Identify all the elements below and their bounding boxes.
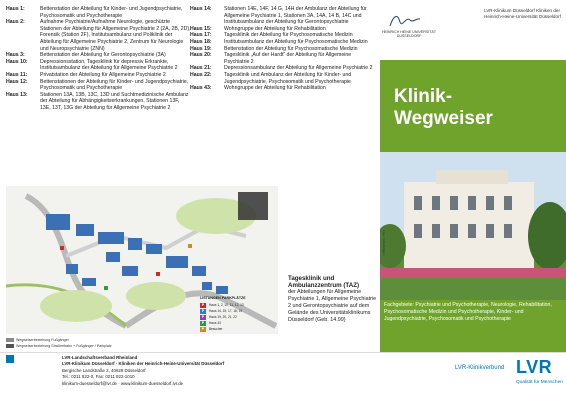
lvr-clinic-name: LVR-Klinikum Düsseldorf Kliniken der Heinrich-Heine-Universität Düsseldorf bbox=[484, 8, 561, 19]
legend-label: Wegweiserbeziehung Straßenbahn + Fußgänger / Parkplatz bbox=[16, 344, 112, 348]
parking-title: LISTUNGEN PARKPLÄTZE bbox=[200, 296, 246, 300]
house-row bbox=[190, 26, 376, 33]
contact-phone: Tel.: 0211 922-0, Fax: 0211 922-1010 bbox=[62, 374, 135, 380]
lvr-square-icon bbox=[6, 355, 14, 363]
parking-row bbox=[200, 326, 284, 332]
photo-credit: Foto: LVR-Klinikum bbox=[382, 230, 386, 256]
house-description: Aufnahme Psychiatrie/Aufnahme Neurologie, geschützte Stationen der Abteilung für Allgemeine Psychiatrie 2 (2A, 2B, 2D), Forensik (Station 2F), Institutsambulanz und Poliklinik der Abteilung für Allgemeine Psychiatrie 2, Zentrum für Neurologie und Neuropsychiatrie (ZNN) bbox=[40, 19, 191, 52]
contact-web[interactable]: klinikum-duesseldorf@lvr.de · www.klinikum-duesseldorf.lvr.de bbox=[62, 380, 184, 386]
house-number: Haus 19: bbox=[190, 45, 212, 52]
house-number: Haus 43: bbox=[190, 85, 212, 92]
house-description: Bettenstationen der Abteilung für Kinder- und Jugendpsychiatrie, Psychosomatik und Psychotherapie bbox=[40, 78, 189, 92]
fachgebiete-text: Fachgebiete: Psychiatrie und Psychotherapie, Neurologie, Rehabilitation, Psychosomatische Medizin und Psychotherapie, Kinder- und Jugendpsychiatrie, Psychosomatik und Psychotherapie bbox=[384, 302, 552, 322]
house-number: Haus 14: bbox=[190, 6, 212, 12]
parking-text: Haus 19, 20, 21, 22 bbox=[209, 315, 237, 319]
house-row bbox=[6, 52, 191, 59]
house-number: Haus 15: bbox=[190, 25, 212, 32]
house-number: Haus 2: bbox=[6, 19, 25, 26]
house-row bbox=[190, 32, 376, 39]
parking-text: Haus 1, 2, 10, 11, 12, 13 bbox=[209, 303, 244, 307]
map-legend bbox=[6, 336, 378, 350]
parking-icon: P bbox=[201, 309, 205, 313]
house-description: Privatstation der Abteilung für Allgemeine Psychiatrie 2 bbox=[40, 71, 166, 78]
house-row bbox=[6, 72, 191, 79]
right-panel bbox=[380, 0, 566, 352]
house-number: Haus 12: bbox=[6, 78, 28, 85]
taz-info bbox=[288, 275, 378, 323]
house-description: Institutsambulanz der Abteilung für Psychosomatische Medizin bbox=[224, 38, 368, 45]
parking-icon: P bbox=[201, 303, 205, 307]
contact-line1: LVR-Landschaftsverband Rheinland bbox=[62, 355, 138, 360]
house-number: Haus 1: bbox=[6, 6, 25, 12]
house-description: Tagesklinik der Abteilung für Psychosomatische Medizin bbox=[224, 32, 353, 39]
house-row bbox=[6, 6, 191, 19]
house-description: Wohngruppe der Abteilung für Rehabilitation bbox=[224, 85, 326, 92]
contact-address: Bergische Landstraße 2, 40629 Düsseldorf bbox=[62, 367, 146, 373]
lvr-tagline: Qualität für Menschen bbox=[516, 380, 563, 385]
footer bbox=[0, 352, 566, 401]
house-row bbox=[190, 72, 376, 85]
brand-bar bbox=[380, 0, 566, 60]
contact-line2: LVR-Klinikum Düsseldorf · Kliniken der Heinrich-Heine-Universität Düsseldorf bbox=[62, 361, 225, 367]
cover-title-line2: Wegweiser bbox=[394, 108, 493, 129]
house-description: Bettenstation der Abteilung für Kinder- und Jugendpsychiatrie, Psychosomatik und Psychotherapie bbox=[40, 6, 183, 19]
house-number: Haus 20: bbox=[190, 52, 212, 59]
house-list-right bbox=[190, 6, 376, 92]
house-row bbox=[190, 6, 376, 26]
parking-icon: P bbox=[201, 315, 205, 319]
taz-title: Tagesklinik und Ambulanzzentrum (TAZ) bbox=[288, 275, 360, 290]
house-description: Depressionsstation, Tagesklinik für depressiv Erkrankte, Institutsambulanz der Abteilung für Allgemeine Psychiatrie 2 bbox=[40, 58, 178, 72]
lvr-verbund-label: LVR-Klinikverbund bbox=[455, 365, 505, 371]
hhu-logo-text: HEINRICH HEINE UNIVERSITÄT DÜSSELDORF bbox=[381, 30, 437, 38]
house-number: Haus 21: bbox=[190, 65, 212, 72]
house-number: Haus 11: bbox=[6, 71, 28, 78]
legend-label: Wegweiserbeziehung Fußgänger bbox=[16, 338, 69, 342]
house-number: Haus 13: bbox=[6, 91, 28, 98]
parking-text: Haus 14, 15, 17, 18, 19 bbox=[209, 309, 243, 313]
taz-text: der Abteilungen für Allgemeine Psychiatrie 1, Allgemeine Psychiatrie 2 und Gerontopsychiatrie auf dem Gelände des Universitätsklinikums Düsseldorf (Geb. 14.99) bbox=[288, 289, 377, 323]
house-description: Tagesklinik und Ambulanz der Abteilung für Kinder- und Jugendpsychiatrie, Psychosomatik und Psychotherapie bbox=[224, 71, 352, 85]
house-description: Bettenstation der Abteilung für Psychosomatische Medizin bbox=[224, 45, 358, 52]
house-description: Tagesklinik „Auf der Hardt“ der Abteilung für Allgemeine Psychiatrie 2 bbox=[224, 52, 352, 65]
house-row bbox=[190, 39, 376, 46]
house-row bbox=[6, 59, 191, 72]
parking-icon: P bbox=[201, 327, 205, 331]
house-list-left bbox=[6, 6, 191, 112]
signature-logo bbox=[388, 12, 422, 30]
legend-swatch bbox=[6, 344, 14, 348]
house-row bbox=[190, 52, 376, 65]
cover-title bbox=[394, 86, 493, 130]
house-description: Wohngruppe der Abteilung für Rehabilitation bbox=[224, 25, 326, 32]
house-description: Bettenstation der Abteilung für Gerontopsychiatrie (3A) bbox=[40, 52, 166, 59]
legend-item-tram bbox=[6, 344, 112, 348]
villa-photo bbox=[380, 152, 566, 300]
legend-item-pedestrian bbox=[6, 338, 69, 342]
parking-legend bbox=[200, 296, 284, 332]
house-row bbox=[6, 92, 191, 112]
house-description: Depressionsambulanz der Abteilung für Allgemeine Psychiatrie 2 bbox=[224, 65, 373, 72]
house-row bbox=[6, 19, 191, 52]
house-number: Haus 3: bbox=[6, 52, 25, 59]
house-row bbox=[190, 46, 376, 53]
contact-block bbox=[62, 355, 362, 387]
house-row bbox=[190, 85, 376, 92]
house-number: Haus 18: bbox=[190, 38, 212, 45]
cover-title-line1: Klinik- bbox=[394, 86, 453, 107]
house-number: Haus 22: bbox=[190, 71, 212, 78]
parking-text: Besucher bbox=[209, 327, 223, 331]
lvr-logo: LVR bbox=[516, 357, 553, 377]
legend-swatch bbox=[6, 338, 14, 342]
house-number: Haus 17: bbox=[190, 32, 212, 39]
parking-text: Haus 43 bbox=[209, 321, 221, 325]
house-number: Haus 10: bbox=[6, 58, 28, 65]
house-description: Stationen 14E, 14F, 14 G, 14H der Ambulanz der Abteilung für Allgemeine Psychiatrie 1, Stationen 3A, 14A, 14 B, 14C und Institutsambulanz der Abteilung für Gerontopsychiatrie bbox=[224, 6, 367, 26]
house-row bbox=[6, 79, 191, 92]
parking-icon: P bbox=[201, 321, 205, 325]
house-row bbox=[190, 65, 376, 72]
house-description: Stationen 13A, 13B, 13C, 13D und Suchtmedizinische Ambulanz der Abteilung für Abhängigkeitserkrankungen, Stationen 13F, 13E, 13T, 13G der Abteilung für Allgemeine Psychiatrie 2 bbox=[40, 91, 189, 111]
